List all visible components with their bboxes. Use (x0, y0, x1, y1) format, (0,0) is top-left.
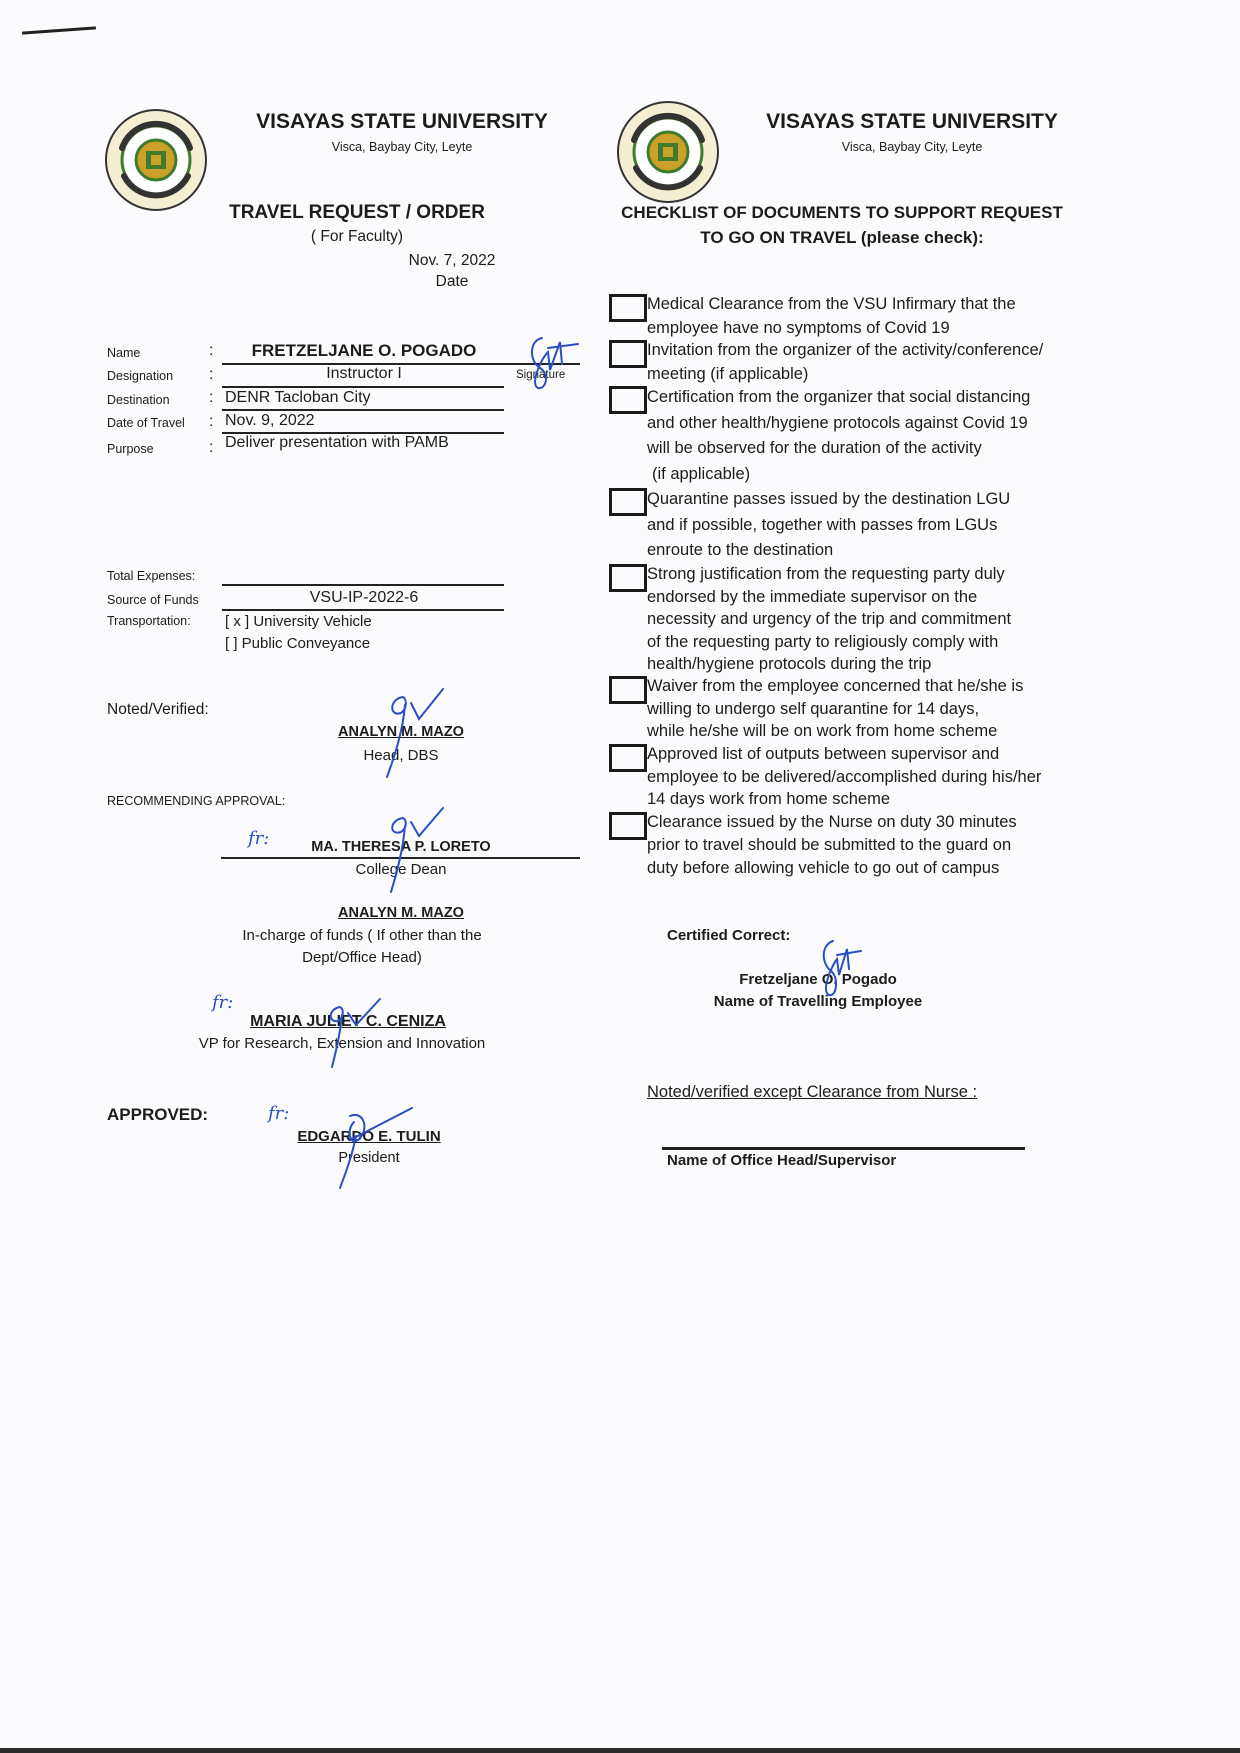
university-name: VISAYAS STATE UNIVERSITY (256, 110, 548, 133)
checkbox-approved-outputs[interactable] (609, 744, 647, 772)
colon: : (209, 342, 214, 359)
for-mark: fr: (268, 1103, 290, 1124)
form-subtitle: ( For Faculty) (310, 228, 404, 245)
university-address: Visca, Baybay City, Leyte (331, 140, 473, 154)
item-text: willing to undergo self quarantine for 14 days, (647, 699, 980, 718)
date-label: Date (435, 273, 469, 290)
transport-university-vehicle[interactable]: [ x ] University Vehicle (225, 613, 372, 630)
dean-name: MA. THERESA P. LORETO (311, 839, 491, 855)
recommending-approval-label: RECOMMENDING APPROVAL: (107, 794, 286, 808)
checklist-item (647, 385, 1087, 487)
item-text: necessity and urgency of the trip and commitment (647, 610, 1012, 628)
checkbox-certification[interactable] (609, 386, 647, 414)
vp-name: MARIA JULIET C. CENIZA (250, 1013, 446, 1030)
source-of-funds-field[interactable]: VSU-IP-2022-6 (309, 589, 419, 606)
request-date: Nov. 7, 2022 (408, 252, 496, 269)
item-text: and other health/hygiene protocols against Covid 19 (647, 413, 1028, 432)
checkbox-invitation[interactable] (609, 340, 647, 368)
item-text: Strong justification from the requesting party duly (647, 565, 1005, 583)
checklist-item (647, 811, 1087, 880)
item-text: endorsed by the immediate supervisor on the (647, 587, 978, 606)
checklist-item (647, 339, 1087, 386)
item-text: health/hygiene protocols during the trip (647, 655, 932, 673)
checklist-title-line2: TO GO ON TRAVEL (please check): (700, 228, 984, 247)
designation-field[interactable]: Instructor I (326, 365, 402, 382)
checklist-item (647, 675, 1087, 743)
checkbox-medical-clearance[interactable] (609, 294, 647, 322)
designation-label: Designation (107, 369, 174, 383)
university-name-right: VISAYAS STATE UNIVERSITY (766, 110, 1058, 133)
noted-verified-label: Noted/Verified: (107, 701, 209, 718)
total-expenses-label: Total Expenses: (107, 569, 196, 583)
colon: : (209, 389, 214, 406)
form-title: TRAVEL REQUEST / ORDER (229, 202, 485, 223)
for-mark: fr: (248, 828, 270, 849)
checklist-item (647, 743, 1087, 811)
noted-title: Head, DBS (363, 747, 439, 764)
item-text: Certification from the organizer that social distancing (647, 388, 1031, 406)
name-field[interactable]: FRETZELJANE O. POGADO (251, 341, 477, 360)
item-text: Waiver from the employee concerned that he/she is (647, 677, 1024, 695)
president-title: President (338, 1150, 400, 1166)
checkbox-nurse-clearance[interactable] (609, 812, 647, 840)
destination-field[interactable]: DENR Tacloban City (225, 389, 371, 406)
checklist-item (647, 487, 1087, 564)
destination-label: Destination (107, 393, 170, 407)
president-signature (330, 1100, 420, 1190)
vp-title: VP for Research, Extension and Innovation (198, 1035, 486, 1052)
item-text: meeting (if applicable) (647, 364, 809, 383)
checklist-item (647, 563, 1087, 676)
funds-title-line1: In-charge of funds ( If other than the (242, 927, 482, 944)
colon: : (209, 366, 214, 383)
date-of-travel-label: Date of Travel (107, 416, 185, 430)
noted-except-nurse-label: Noted/verified except Clearance from Nurse : (647, 1083, 978, 1101)
certified-correct-label: Certified Correct: (667, 927, 791, 944)
item-text: Medical Clearance from the VSU Infirmary that the (647, 295, 1016, 313)
checkbox-strong-justification[interactable] (609, 564, 647, 592)
item-text: Invitation from the organizer of the activity/conference/ (647, 341, 1044, 359)
colon: : (209, 439, 214, 456)
noted-name: ANALYN M. MAZO (338, 724, 464, 740)
university-address-right: Visca, Baybay City, Leyte (841, 140, 983, 154)
item-text: prior to travel should be submitted to the guard on (647, 836, 1012, 854)
purpose-label: Purpose (107, 442, 154, 456)
item-text: employee to be delivered/accomplished during his/her (647, 767, 1042, 786)
item-text: while he/she will be on work from home scheme (647, 722, 998, 740)
funds-name: ANALYN M. MAZO (338, 905, 464, 921)
university-seal-right (616, 100, 720, 204)
item-text: 14 days work from home scheme (647, 790, 891, 808)
date-of-travel-field[interactable]: Nov. 9, 2022 (225, 412, 315, 429)
purpose-field[interactable]: Deliver presentation with PAMB (225, 434, 449, 451)
checkbox-quarantine-passes[interactable] (609, 488, 647, 516)
signature-label: Signature (516, 369, 566, 381)
item-text: Clearance issued by the Nurse on duty 30 minutes (647, 813, 1017, 831)
transport-public-conveyance[interactable]: [ ] Public Conveyance (225, 635, 371, 652)
approved-label: APPROVED: (107, 1105, 209, 1124)
scan-mark (22, 26, 96, 34)
employee-caption: Name of Travelling Employee (713, 993, 923, 1010)
checklist-item (647, 293, 1087, 340)
transportation-label: Transportation: (107, 614, 191, 628)
university-seal-left (104, 108, 208, 212)
item-text: will be observed for the duration of the activity (647, 439, 982, 457)
item-text: duty before allowing vehicle to go out of campus (647, 859, 1000, 877)
for-mark: fr: (212, 992, 234, 1013)
scan-edge (0, 1748, 1240, 1753)
item-text: (if applicable) (652, 464, 751, 483)
supervisor-caption: Name of Office Head/Supervisor (667, 1152, 897, 1169)
item-text: Quarantine passes issued by the destination LGU (647, 490, 1011, 508)
supervisor-signature-line[interactable] (662, 1147, 1025, 1150)
source-of-funds-label: Source of Funds (107, 593, 199, 607)
name-label: Name (107, 346, 141, 360)
item-text: employee have no symptoms of Covid 19 (647, 318, 950, 337)
item-text: Approved list of outputs between supervisor and (647, 745, 1000, 763)
item-text: of the requesting party to religiously comply with (647, 632, 999, 651)
president-name: EDGARDO E. TULIN (297, 1128, 441, 1145)
employee-name: Fretzeljane O. Pogado (739, 971, 897, 988)
vp-signature (320, 995, 400, 1070)
checkbox-waiver[interactable] (609, 676, 647, 704)
item-text: and if possible, together with passes from LGUs (647, 515, 998, 534)
item-text: enroute to the destination (647, 541, 834, 559)
checklist-title-line1: CHECKLIST OF DOCUMENTS TO SUPPORT REQUEST (621, 203, 1063, 222)
colon: : (209, 413, 214, 430)
dean-title: College Dean (355, 861, 447, 878)
funds-title-line2: Dept/Office Head) (302, 949, 422, 966)
